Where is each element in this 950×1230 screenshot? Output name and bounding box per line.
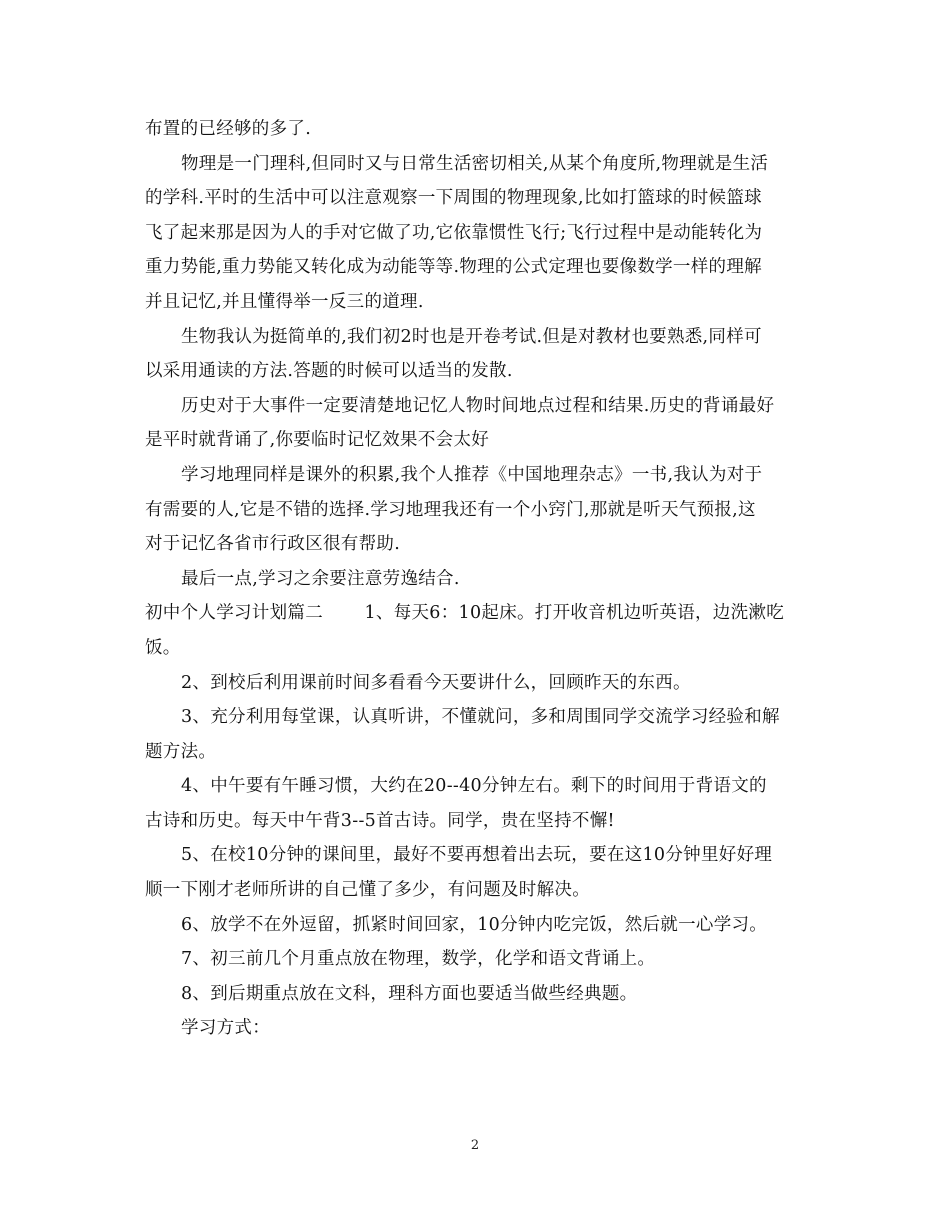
text-line: 重力势能,重力势能又转化成为动能等等.物理的公式定理也要像数学一样的理解 — [145, 257, 762, 278]
document-body — [145, 112, 811, 1046]
text-line: 6、放学不在外逗留，抓紧时间回家，10分钟内吃完饭，然后就一心学习。 — [181, 914, 768, 935]
text-line: 对于记忆各省市行政区很有帮助. — [145, 534, 401, 555]
text-line: 古诗和历史。每天中午背3--5首古诗。同学，贵在坚持不懈! — [145, 810, 615, 831]
text-line: 4、中午要有午睡习惯，大约在20--40分钟左右。剩下的时间用于背语文的 — [181, 776, 767, 797]
text-line: 饭。 — [145, 637, 181, 658]
text-line: 的学科.平时的生活中可以注意观察一下周围的物理现象,比如打篮球的时候篮球 — [145, 188, 762, 209]
text-line: 有需要的人,它是不错的选择.学习地理我还有一个小窍门,那就是听天气预报,这 — [145, 499, 756, 520]
text-line: 7、初三前几个月重点放在物理，数学，化学和语文背诵上。 — [181, 949, 656, 970]
text-line: 历史对于大事件一定要清楚地记忆人物时间地点过程和结果.历史的背诵最好 — [181, 395, 775, 416]
text-line: 5、在校10分钟的课间里，最好不要再想着出去玩，要在这10分钟里好好理 — [181, 845, 773, 866]
text-line: 是平时就背诵了,你要临时记忆效果不会太好 — [145, 430, 490, 451]
text-line: 飞了起来那是因为人的手对它做了功,它依靠惯性飞行;飞行过程中是动能转化为 — [145, 222, 763, 243]
text-line: 物理是一门理科,但同时又与日常生活密切相关,从某个角度所,物理就是生活 — [181, 153, 769, 174]
text-line: 布置的已经够的多了. — [145, 119, 312, 139]
text-line: 学习方式： — [181, 1018, 270, 1039]
text-line: 最后一点,学习之余要注意劳逸结合. — [181, 568, 460, 589]
text-line: 学习地理同样是课外的积累,我个人推荐《中国地理杂志》一书,我认为对于 — [181, 464, 763, 485]
text-line: 3、充分利用每堂课，认真听讲，不懂就问，多和周围同学交流学习经验和解 — [181, 707, 780, 728]
text-line: 顺一下刚才老师所讲的自己懂了多少，有问题及时解决。 — [145, 880, 590, 901]
page-number: 2 — [470, 1138, 480, 1153]
text-line: 初中个人学习计划篇二 1、每天6：10起床。打开收音机边听英语，边洗漱吃 — [145, 603, 784, 624]
text-line: 2、到校后利用课前时间多看看今天要讲什么，回顾昨天的东西。 — [181, 672, 691, 693]
text-line: 8、到后期重点放在文科，理科方面也要适当做些经典题。 — [181, 983, 638, 1004]
text-line: 以采用通读的方法.答题的时候可以适当的发散. — [145, 361, 513, 382]
text-line: 生物我认为挺简单的,我们初2时也是开卷考试.但是对教材也要熟悉,同样可 — [181, 326, 762, 347]
text-line: 题方法。 — [145, 741, 217, 762]
text-line: 并且记忆,并且懂得举一反三的道理. — [145, 291, 424, 312]
